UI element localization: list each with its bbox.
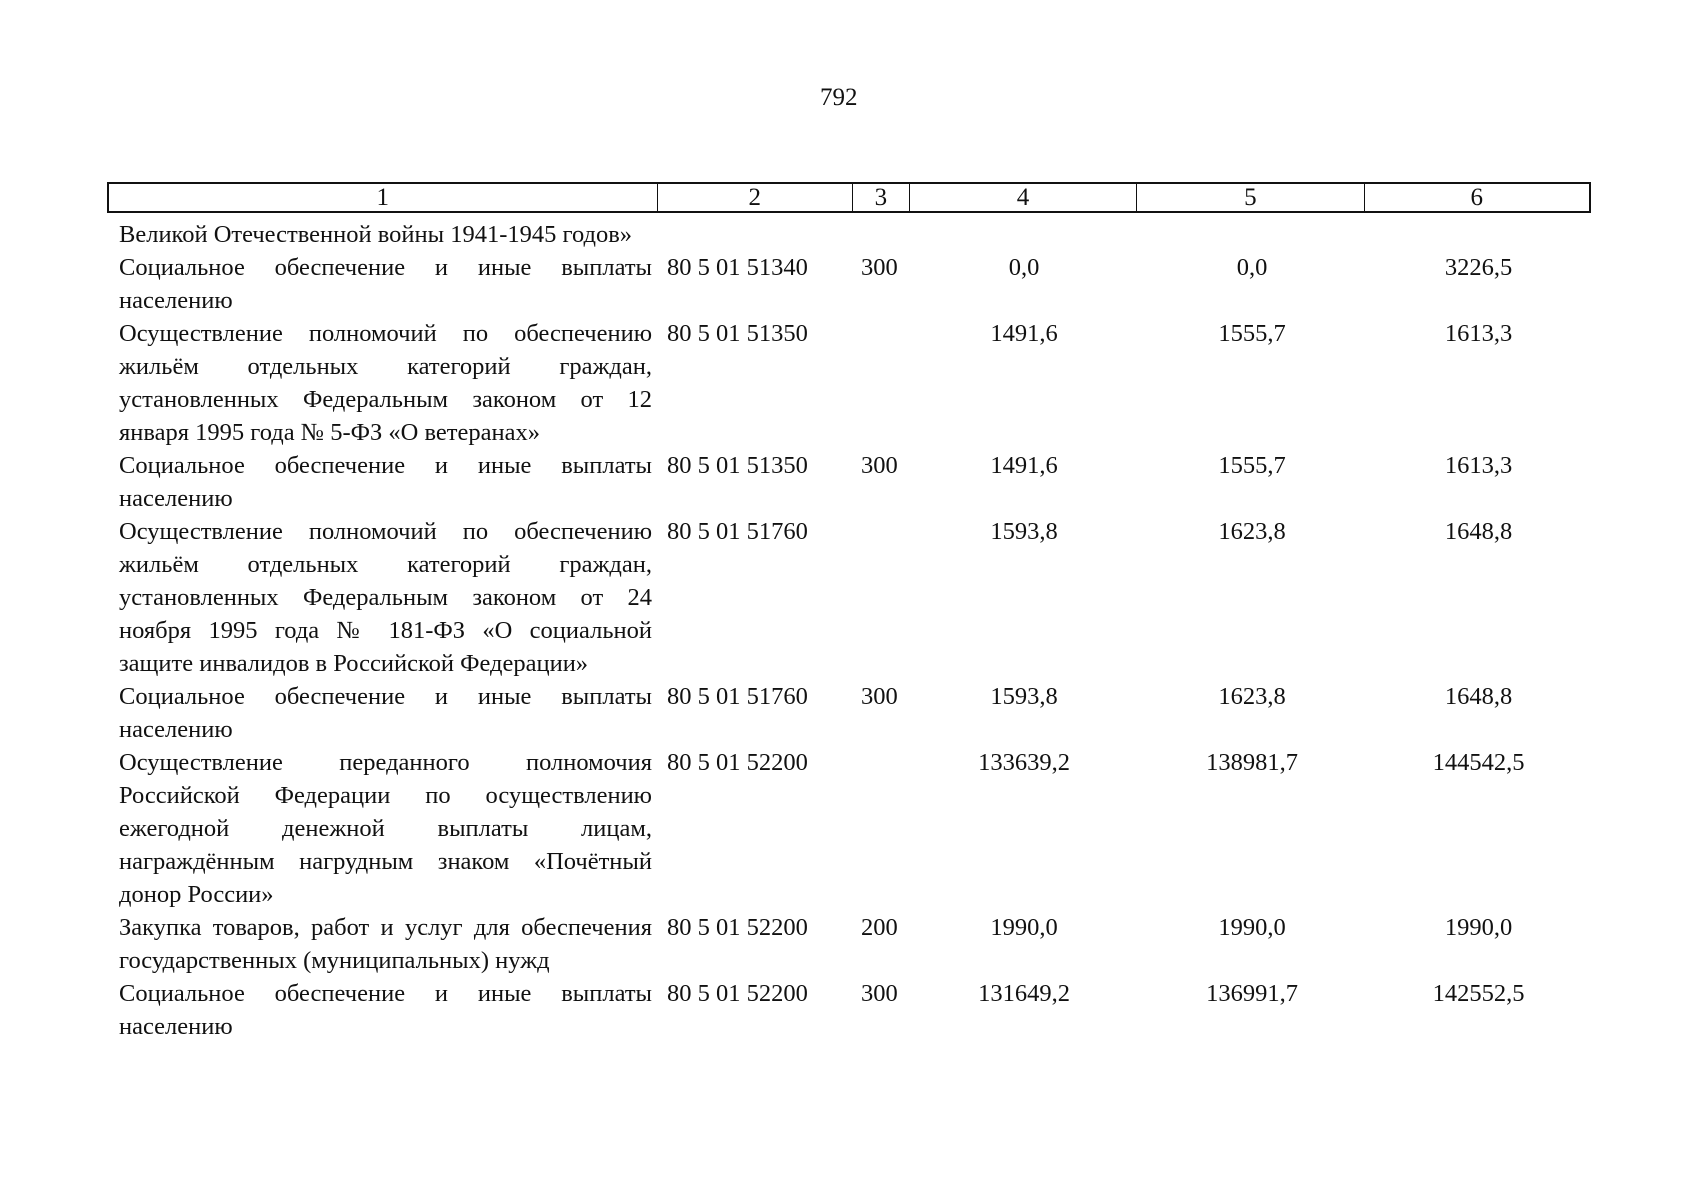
row-type: 300 xyxy=(861,254,898,281)
row-value-5: 1990,0 xyxy=(1218,914,1286,941)
row-name: Социальное обеспечение и иные выплаты населению xyxy=(119,254,652,314)
table-row xyxy=(107,977,1591,1043)
table-row xyxy=(107,515,1591,680)
table-row xyxy=(107,746,1591,911)
row-value-6: 144542,5 xyxy=(1432,749,1525,776)
row-name: Социальное обеспечение и иные выплаты населению xyxy=(119,683,652,743)
row-value-5: 1555,7 xyxy=(1218,452,1286,479)
row-value-6: 1613,3 xyxy=(1444,452,1513,479)
header-col-5: 5 xyxy=(1137,184,1364,211)
table-body xyxy=(107,218,1591,1043)
table-row xyxy=(107,317,1591,449)
row-name: Осуществление полномочий по обеспечению жильём отдельных категорий граждан, установленных Федеральным законом от 24 ноября 1995 года № 181-ФЗ «О социальной защите инвалидов в Российской Федерации» xyxy=(119,518,652,677)
header-col-3: 3 xyxy=(853,184,910,211)
row-value-5: 138981,7 xyxy=(1206,749,1298,776)
row-name: Социальное обеспечение и иные выплаты населению xyxy=(119,452,652,512)
row-code xyxy=(657,218,853,251)
row-type xyxy=(853,515,910,680)
row-value-4: 1593,8 xyxy=(990,683,1058,710)
row-type: 200 xyxy=(861,914,898,941)
row-code: 80 5 01 51350 xyxy=(667,452,808,479)
row-type xyxy=(853,746,910,911)
row-name: Закупка товаров, работ и услуг для обеспечения государственных (муниципальных) нужд xyxy=(119,914,652,974)
row-value-4: 1491,6 xyxy=(990,320,1058,347)
header-col-4: 4 xyxy=(910,184,1137,211)
row-value-6: 1613,3 xyxy=(1444,320,1513,347)
table-row xyxy=(107,680,1591,746)
header-col-6: 6 xyxy=(1470,184,1484,211)
header-col-2: 2 xyxy=(658,184,853,211)
page-number: 792 xyxy=(820,84,858,111)
row-value-4 xyxy=(910,218,1138,251)
row-value-5: 1623,8 xyxy=(1218,683,1286,710)
row-name: Великой Отечественной войны 1941-1945 годов» xyxy=(119,221,633,248)
row-type xyxy=(853,218,910,251)
table-row xyxy=(107,911,1591,977)
row-value-6: 1990,0 xyxy=(1444,914,1513,941)
table-row xyxy=(107,251,1591,317)
row-name: Социальное обеспечение и иные выплаты населению xyxy=(119,980,652,1040)
row-code: 80 5 01 52200 xyxy=(667,749,808,776)
row-value-5: 1555,7 xyxy=(1218,320,1286,347)
row-value-4: 1593,8 xyxy=(990,518,1058,545)
row-value-6 xyxy=(1366,218,1591,251)
row-value-5: 1623,8 xyxy=(1218,518,1286,545)
row-value-4: 1491,6 xyxy=(990,452,1058,479)
table-row xyxy=(107,449,1591,515)
row-value-6: 1648,8 xyxy=(1444,518,1513,545)
row-code: 80 5 01 51340 xyxy=(667,254,808,281)
row-type xyxy=(853,317,910,449)
row-value-5: 0,0 xyxy=(1236,254,1268,281)
row-code: 80 5 01 51760 xyxy=(667,518,808,545)
row-name: Осуществление переданного полномочия Российской Федерации по осуществлению ежегодной денежной выплаты лицам, награждённым нагрудным знаком «Почётный донор России» xyxy=(119,749,652,908)
row-name: Осуществление полномочий по обеспечению жильём отдельных категорий граждан, установленных Федеральным законом от 12 января 1995 года № 5-ФЗ «О ветеранах» xyxy=(119,320,652,446)
row-value-5: 136991,7 xyxy=(1206,980,1298,1007)
row-value-6: 3226,5 xyxy=(1444,254,1513,281)
row-type: 300 xyxy=(861,452,898,479)
table-header xyxy=(107,182,1591,213)
row-code: 80 5 01 51350 xyxy=(667,320,808,347)
row-value-4: 133639,2 xyxy=(978,749,1070,776)
header-col-1: 1 xyxy=(109,184,658,211)
row-value-5 xyxy=(1138,218,1366,251)
row-value-6: 1648,8 xyxy=(1444,683,1513,710)
row-value-4: 0,0 xyxy=(1008,254,1040,281)
row-code: 80 5 01 52200 xyxy=(667,914,808,941)
row-code: 80 5 01 51760 xyxy=(667,683,808,710)
row-value-6: 142552,5 xyxy=(1432,980,1525,1007)
row-type: 300 xyxy=(861,980,898,1007)
row-code: 80 5 01 52200 xyxy=(667,980,808,1007)
row-value-4: 1990,0 xyxy=(990,914,1058,941)
row-value-4: 131649,2 xyxy=(978,980,1070,1007)
row-type: 300 xyxy=(861,683,898,710)
table-row xyxy=(107,218,1591,251)
